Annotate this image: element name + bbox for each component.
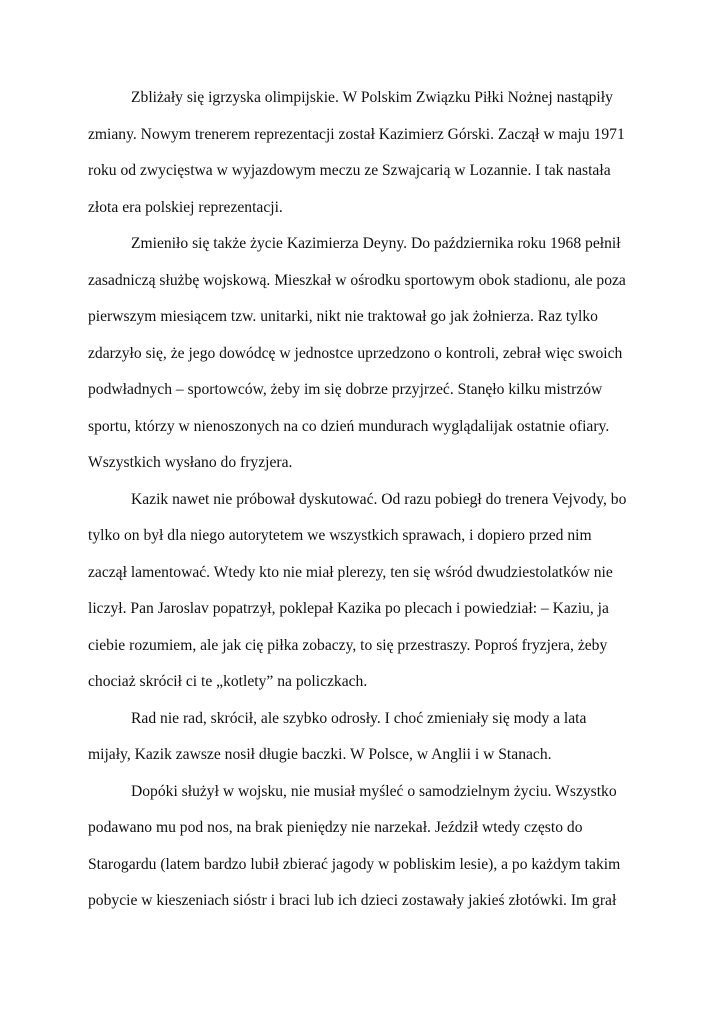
text-line: chociaż skrócił ci te „kotlety” na policzkach.: [88, 673, 368, 690]
text-line: zmiany. Nowym trenerem reprezentacji został Kazimierz Górski. Zaczął w maju 1971: [88, 125, 625, 143]
text-line: pierwszym miesiącem tzw. unitarki, nikt nie traktował go jak żołnierza. Raz tylko: [88, 308, 598, 325]
text-line: złota era polskiej reprezentacji.: [88, 198, 283, 216]
text-line: tylko on był dla niego autorytetem we wszystkich sprawach, i dopiero przed nim: [88, 527, 592, 544]
paragraph-1: [88, 80, 638, 226]
text-line: Kazik nawet nie próbował dyskutować. Od razu pobiegł do trenera Vejvody, bo: [131, 490, 627, 508]
text-line: podawano mu pod nos, na brak pieniędzy nie narzekał. Jeździł wtedy często do: [88, 819, 583, 836]
text-line: roku od zwycięstwa w wyjazdowym meczu ze Szwajcarią w Lozannie. I tak nastała: [88, 162, 611, 179]
text-line: Starogardu (latem bardzo lubił zbierać jagody w pobliskim lesie), a po każdym takim: [88, 855, 621, 873]
text-line: Rad nie rad, skrócił, ale szybko odrosły. I choć zmieniały się mody a lata: [131, 709, 587, 727]
text-line: sportu, którzy w nienoszonych na co dzień mundurach wyglądalijak ostatnie ofiary.: [88, 417, 610, 435]
text-line: Zmieniło się także życie Kazimierza Deyny. Do października roku 1968 pełnił: [131, 235, 621, 252]
text-line: zaczął lamentować. Wtedy kto nie miał plerezy, ten się wśród dwudziestolatków nie: [88, 563, 613, 581]
text-line: podwładnych – sportowców, żeby im się dobrze przyjrzeć. Stanęło kilku mistrzów: [88, 381, 603, 398]
text-line: Dopóki służył w wojsku, nie musiał myśleć o samodzielnym życiu. Wszystko: [131, 782, 617, 800]
paragraph-5: [88, 774, 638, 920]
text-line: ciebie rozumiem, ale jak cię piłka zobaczy, to się przestraszy. Poproś fryzjera, żeby: [88, 636, 608, 654]
text-line: liczył. Pan Jaroslav popatrzył, poklepał Kazika po plecach i powiedział: – Kaziu, ja: [88, 600, 609, 617]
text-line: Zbliżały się igrzyska olimpijskie. W Polskim Związku Piłki Nożnej nastąpiły: [131, 89, 613, 106]
paragraph-3: [88, 482, 638, 701]
text-line: pobycie w kieszeniach sióstr i braci lub ich dzieci zostawały jakieś złotówki. Im grał: [88, 892, 617, 909]
paragraph-2: [88, 226, 638, 482]
document-page: [88, 80, 638, 920]
text-line: zasadniczą służbę wojskową. Mieszkał w ośrodku sportowym obok stadionu, ale poza: [88, 271, 626, 289]
paragraph-4: [88, 701, 638, 774]
text-line: mijały, Kazik zawsze nosił długie baczki. W Polsce, w Anglii i w Stanach.: [88, 746, 552, 763]
text-line: Wszystkich wysłano do fryzjera.: [88, 454, 293, 471]
text-line: zdarzyło się, że jego dowódcę w jednostce uprzedzono o kontroli, zebrał więc swoich: [88, 344, 623, 362]
